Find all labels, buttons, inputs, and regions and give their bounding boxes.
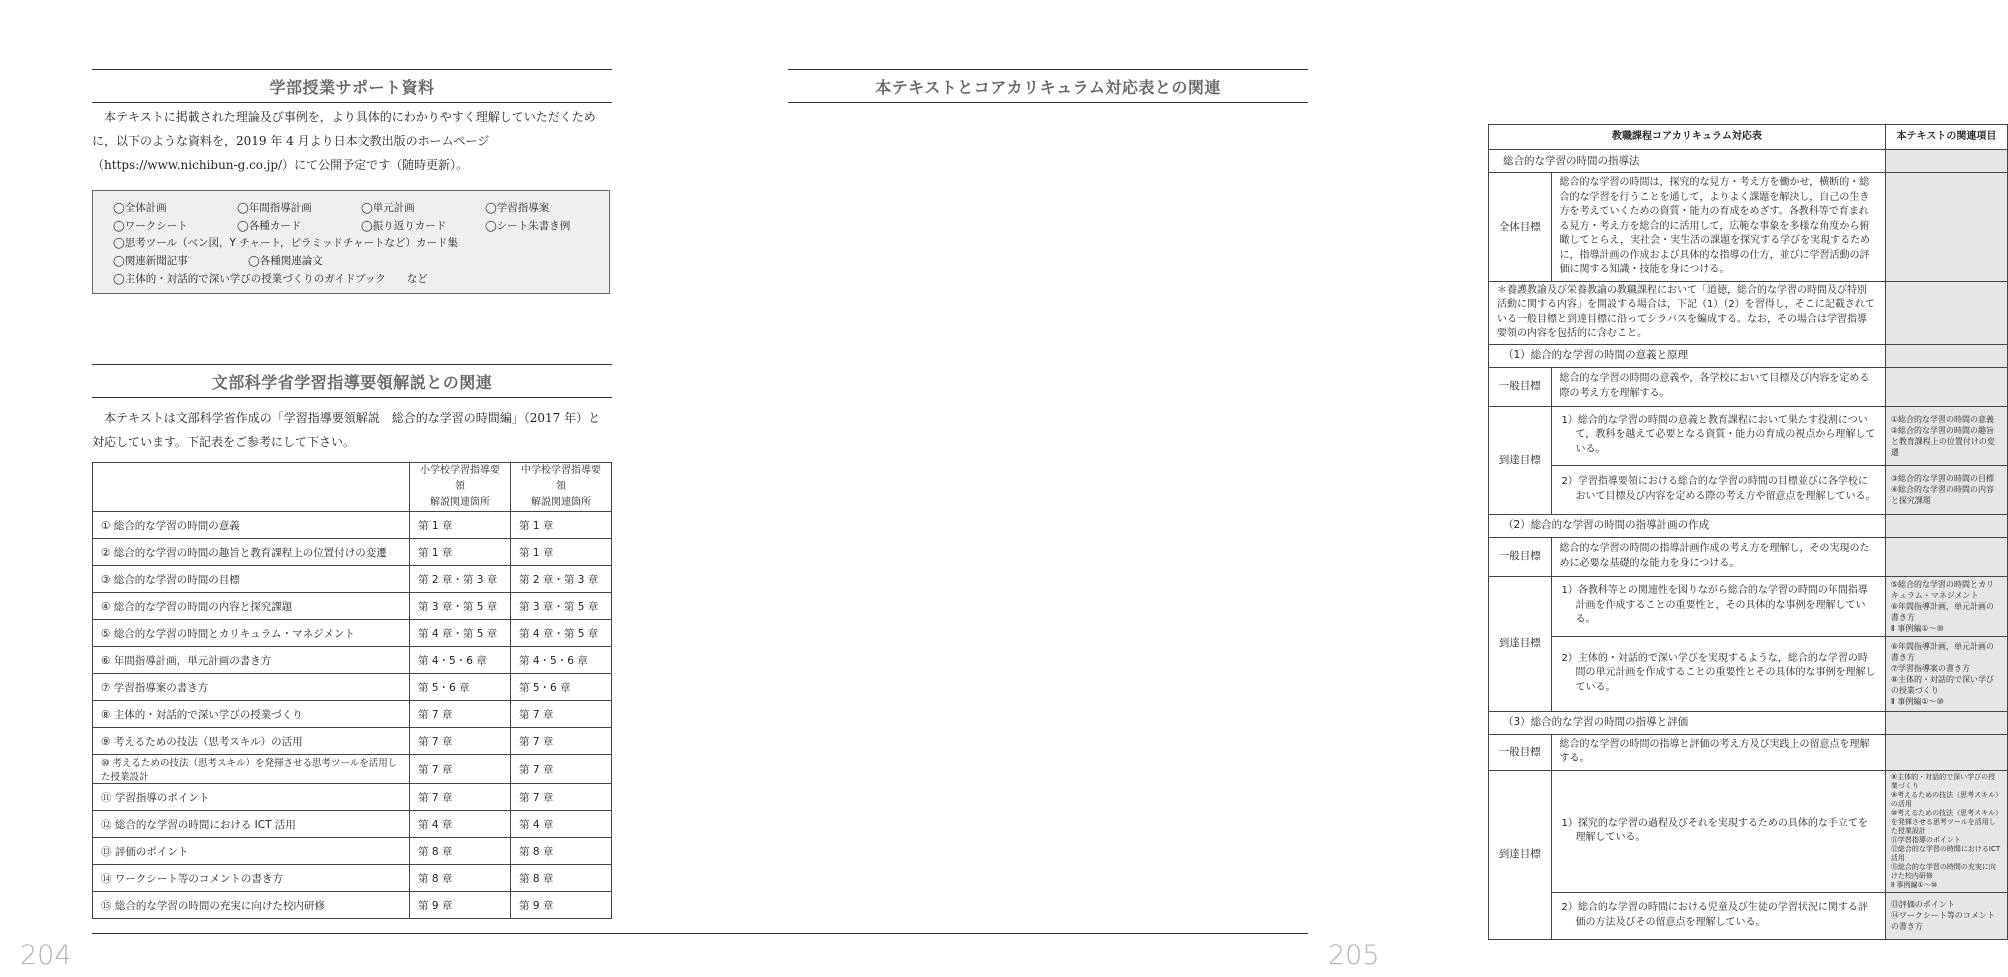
goal-label: 到達目標 — [1489, 406, 1552, 514]
table-row — [93, 811, 612, 838]
elementary-chapter-cell: 第 7 章 — [410, 701, 511, 728]
related-cell — [1885, 173, 2007, 282]
material-item: ◯年間指導計画 — [237, 202, 312, 215]
topic-cell: ⑤ 総合的な学習の時間とカリキュラム・マネジメント — [93, 620, 410, 647]
material-item: ◯振り返りカード — [361, 219, 447, 232]
goal-text-content: 2）総合的な学習の時間における児童及び生徒の学習状況に関する評価の方法及びその留意点を理解している。 — [1561, 902, 1868, 928]
section-title-support: 学部授業サポート資料 — [92, 69, 612, 103]
goal-text-content: 2）学習指導要領における総合的な学習の時間の目標並びに各学校において目標及び内容を定める際の考え方や留意点を理解している。 — [1561, 476, 1876, 502]
table-row — [93, 539, 612, 566]
goal-row — [1489, 465, 2008, 514]
related-header: 本テキストの関連項目 — [1885, 125, 2007, 150]
topic-cell: ⑬ 評価のポイント — [93, 838, 410, 865]
general-goal-row — [1489, 537, 2008, 576]
topic-cell: ④ 総合的な学習の時間の内容と探究課題 — [93, 593, 410, 620]
materials-box — [92, 190, 610, 294]
footer-rule — [700, 933, 1308, 934]
table-row — [93, 865, 612, 892]
topic-cell: ⑥ 年間指導計画，単元計画の書き方 — [93, 647, 410, 674]
material-item: ◯思考ツール（ベン図，Y チャート，ピラミッドチャートなど）カード集 — [113, 237, 459, 250]
footer-rule — [92, 933, 700, 934]
junior-high-chapter-cell: 第 7 章 — [511, 728, 612, 755]
material-item: ◯各種カード — [237, 219, 302, 232]
goal-text — [1551, 576, 1885, 636]
elementary-chapter-cell: 第 1 章 — [410, 512, 511, 539]
table-row — [93, 566, 612, 593]
topic-cell: ⑪ 学習指導のポイント — [93, 784, 410, 811]
junior-high-chapter-cell: 第 8 章 — [511, 865, 612, 892]
table-row — [93, 701, 612, 728]
topic-cell: ⑮ 総合的な学習の時間の充実に向けた校内研修 — [93, 892, 410, 919]
core-curriculum-table — [1488, 124, 2008, 940]
table-row — [93, 593, 612, 620]
junior-high-chapter-cell: 第 1 章 — [511, 512, 612, 539]
section-3-title: （3）総合的な学習の時間の指導と評価 — [1489, 711, 1886, 734]
goal-text-content: 2）主体的・対話的で深い学びを実現するような，総合的な学習の時間の単元計画を作成することの重要性とその具体的な事例を理解している。 — [1561, 652, 1876, 693]
junior-high-header: 中学校学習指導要領 解説関連箇所 — [511, 463, 612, 512]
topic-cell: ⑨ 考えるための技法（思考スキル）の活用 — [93, 728, 410, 755]
topic-cell: ⑫ 総合的な学習の時間における ICT 活用 — [93, 811, 410, 838]
section-row — [1489, 514, 2008, 537]
elementary-chapter-cell: 第 1 章 — [410, 539, 511, 566]
topic-cell: ⑩ 考えるための技法（思考スキル）を発揮させる思考ツールを活用した授業設計 — [93, 755, 410, 784]
note-row — [1489, 281, 2008, 344]
method-title: 総合的な学習の時間の指導法 — [1489, 150, 1886, 173]
elementary-chapter-cell: 第 7 章 — [410, 728, 511, 755]
support-paragraph: 本テキストに掲載された理論及び事例を，より具体的にわかりやすく理解していただくために，以下のような資料を，2019 年 4 月より日本文教出版のホームページ（https://www.nichibun-g.co.jp/）にて公開予定です（随時更新）。 — [92, 110, 596, 172]
general-text: 総合的な学習の時間の意義や，各学校において目標及び内容を定める際の考え方を理解する。 — [1551, 367, 1885, 406]
materials-row — [113, 217, 609, 235]
goal-text — [1551, 770, 1885, 892]
note-text: ＊養護教諭及び栄養教諭の教職課程において「道徳，総合的な学習の時間及び特別活動に関する内容」を開設する場合は，下記（1）（2）を習得し，そこに記載されている一般目標と到達目標に沿ってシラバスを編成する。なお，その場合は学習指導要領の内容を包括的に含むこと。 — [1489, 281, 1886, 344]
section-title-mext: 文部科学省学習指導要領解説との関連 — [92, 364, 612, 398]
topic-cell: ⑧ 主体的・対話的で深い学びの授業づくり — [93, 701, 410, 728]
junior-high-chapter-cell: 第 4 章 — [511, 811, 612, 838]
materials-row — [113, 269, 609, 287]
table-row — [93, 755, 612, 784]
material-item: ◯ワークシート — [113, 219, 188, 232]
table-row — [93, 512, 612, 539]
junior-high-chapter-cell: 第 9 章 — [511, 892, 612, 919]
elementary-chapter-cell: 第 8 章 — [410, 865, 511, 892]
overall-label: 全体目標 — [1489, 173, 1552, 282]
elementary-chapter-cell: 第 5・6 章 — [410, 674, 511, 701]
goal-row — [1489, 406, 2008, 465]
material-item: ◯単元計画 — [361, 202, 415, 215]
table-row — [93, 892, 612, 919]
junior-high-chapter-cell: 第 7 章 — [511, 755, 612, 784]
goal-row — [1489, 770, 2008, 892]
table-row — [93, 728, 612, 755]
goal-label: 到達目標 — [1489, 770, 1552, 939]
related-cell — [1885, 514, 2007, 537]
materials-row — [113, 199, 609, 217]
mext-paragraph: 本テキストは文部科学省作成の「学習指導要領解説 総合的な学習の時間編」（2017 年）と対応しています。下記表をご参考にして下さい。 — [92, 411, 601, 449]
topic-header — [93, 463, 410, 512]
general-text: 総合的な学習の時間の指導計画作成の考え方を理解し，その実現のために必要な基礎的な能力を身につける。 — [1551, 537, 1885, 576]
overall-text: 総合的な学習の時間は，探究的な見方・考え方を働かせ，横断的・総合的な学習を行うことを通して，よりよく課題を解決し，自己の生き方を考えていくための資質・能力の育成をめざす。各教科等で育まれる見方・考え方を総合的に活用して，広範な事象を多様な角度から俯瞰してとらえ，実社会・実生活の課題を探究する学びを実現するために，指導計画の作成および具体的な指導の仕方，並びに学習活動の評価に関する知識・技能を身につける。 — [1551, 173, 1885, 282]
guideline-table — [92, 462, 612, 919]
material-item: ◯学習指導案 — [485, 202, 550, 215]
related-cell — [1885, 537, 2007, 576]
junior-high-chapter-cell: 第 5・6 章 — [511, 674, 612, 701]
materials-row — [113, 234, 609, 252]
materials-row — [113, 252, 609, 270]
section-row — [1489, 150, 2008, 173]
table-row — [93, 674, 612, 701]
material-item: ◯シート朱書き例 — [485, 219, 571, 232]
topic-cell: ③ 総合的な学習の時間の目標 — [93, 566, 410, 593]
section-1-title: （1）総合的な学習の時間の意義と原理 — [1489, 344, 1886, 367]
topic-cell: ⑭ ワークシート等のコメントの書き方 — [93, 865, 410, 892]
goal-row — [1489, 576, 2008, 636]
elementary-chapter-cell: 第 8 章 — [410, 838, 511, 865]
related-items: ⑬評価のポイント ⑭ワークシート等のコメントの書き方 — [1885, 892, 2007, 939]
related-cell — [1885, 367, 2007, 406]
page-number: 204 — [20, 940, 72, 971]
goal-label: 到達目標 — [1489, 576, 1552, 711]
elementary-chapter-cell: 第 3 章・第 5 章 — [410, 593, 511, 620]
elementary-chapter-cell: 第 7 章 — [410, 784, 511, 811]
goal-text — [1551, 465, 1885, 514]
material-item: ◯主体的・対話的で深い学びの授業づくりのガイドブック など — [113, 272, 428, 285]
material-item: ◯各種関連論文 — [248, 255, 323, 268]
table-header-row — [93, 463, 612, 512]
elementary-chapter-cell: 第 4 章・第 5 章 — [410, 620, 511, 647]
elementary-chapter-cell: 第 4 章 — [410, 811, 511, 838]
overall-goal-row — [1489, 173, 2008, 282]
guideline-table-body — [93, 512, 612, 919]
right-page — [700, 0, 2001, 977]
general-text: 総合的な学習の時間の指導と評価の考え方及び実践上の留意点を理解する。 — [1551, 734, 1885, 770]
related-cell — [1885, 150, 2007, 173]
goal-row — [1489, 636, 2008, 711]
elementary-chapter-cell: 第 2 章・第 3 章 — [410, 566, 511, 593]
table-row — [93, 620, 612, 647]
junior-high-chapter-cell: 第 4 章・第 5 章 — [511, 620, 612, 647]
table-row — [93, 838, 612, 865]
section-row — [1489, 711, 2008, 734]
goal-text — [1551, 892, 1885, 939]
goal-text — [1551, 406, 1885, 465]
goal-text-content: 1）総合的な学習の時間の意義と教育課程において果たす役割について，教科を越えて必要となる資質・能力の育成の視点から理解している。 — [1561, 414, 1876, 455]
related-items: ③総合的な学習の時間の目標 ④総合的な学習の時間の内容と探究課題 — [1885, 465, 2007, 514]
material-item: ◯関連新聞記事 — [113, 255, 188, 268]
general-goal-row — [1489, 734, 2008, 770]
elementary-chapter-cell: 第 7 章 — [410, 755, 511, 784]
related-items: ⑧主体的・対話的で深い学びの授業づくり ⑨考えるための技法（思考スキル）の活用 ⑩考えるための技法（思考スキル）を発揮させる思考ツールを活用した授業設計 ⑪学習指導のポイント ⑫総合的な学習の時間におけるICT活用 ⑮総合的な学習の時間の充実に向けた校内研修 Ⅱ 事例編①〜⑩ — [1885, 770, 2007, 892]
junior-high-chapter-cell: 第 1 章 — [511, 539, 612, 566]
elementary-header: 小学校学習指導要領 解説関連箇所 — [410, 463, 511, 512]
goal-text-content: 1）探究的な学習の過程及びそれを実現するための具体的な手立てを理解している。 — [1561, 817, 1868, 843]
section-2-title: （2）総合的な学習の時間の指導計画の作成 — [1489, 514, 1886, 537]
general-label: 一般目標 — [1489, 537, 1552, 576]
goal-text-content: 1）各教科等との関連性を図りながら総合的な学習の時間の年間指導計画を作成することの重要性と，その具体的な事例を理解している。 — [1561, 585, 1868, 626]
general-goal-row — [1489, 367, 2008, 406]
page-number: 205 — [1328, 940, 1380, 971]
related-items: ⑤総合的な学習の時間とカリキュラム・マネジメント ⑥年間指導計画，単元計画の書き方 Ⅱ 事例編①〜⑩ — [1885, 576, 2007, 636]
junior-high-chapter-cell: 第 7 章 — [511, 701, 612, 728]
table-row — [93, 647, 612, 674]
junior-high-chapter-cell: 第 2 章・第 3 章 — [511, 566, 612, 593]
material-item: ◯全体計画 — [113, 202, 167, 215]
left-page — [0, 0, 700, 977]
section-title-core-curriculum: 本テキストとコアカリキュラム対応表との関連 — [788, 69, 1308, 103]
related-items: ①総合的な学習の時間の意義 ②総合的な学習の時間の趣旨と教育課程上の位置付けの変遷 — [1885, 406, 2007, 465]
section-row — [1489, 344, 2008, 367]
junior-high-chapter-cell: 第 8 章 — [511, 838, 612, 865]
general-label: 一般目標 — [1489, 734, 1552, 770]
elementary-chapter-cell: 第 4・5・6 章 — [410, 647, 511, 674]
related-items: ⑥年間指導計画，単元計画の書き方 ⑦学習指導案の書き方 ⑧主体的・対話的で深い学びの授業づくり Ⅱ 事例編①〜⑩ — [1885, 636, 2007, 711]
related-cell — [1885, 344, 2007, 367]
junior-high-chapter-cell: 第 4・5・6 章 — [511, 647, 612, 674]
related-cell — [1885, 281, 2007, 344]
table-row — [93, 784, 612, 811]
topic-cell: ② 総合的な学習の時間の趣旨と教育課程上の位置付けの変遷 — [93, 539, 410, 566]
goal-row — [1489, 892, 2008, 939]
related-cell — [1885, 711, 2007, 734]
general-label: 一般目標 — [1489, 367, 1552, 406]
table-header-row — [1489, 125, 2008, 150]
goal-text — [1551, 636, 1885, 711]
junior-high-chapter-cell: 第 7 章 — [511, 784, 612, 811]
junior-high-chapter-cell: 第 3 章・第 5 章 — [511, 593, 612, 620]
related-cell — [1885, 734, 2007, 770]
core-header: 教職課程コアカリキュラム対応表 — [1489, 125, 1886, 150]
topic-cell: ① 総合的な学習の時間の意義 — [93, 512, 410, 539]
topic-cell: ⑦ 学習指導案の書き方 — [93, 674, 410, 701]
elementary-chapter-cell: 第 9 章 — [410, 892, 511, 919]
